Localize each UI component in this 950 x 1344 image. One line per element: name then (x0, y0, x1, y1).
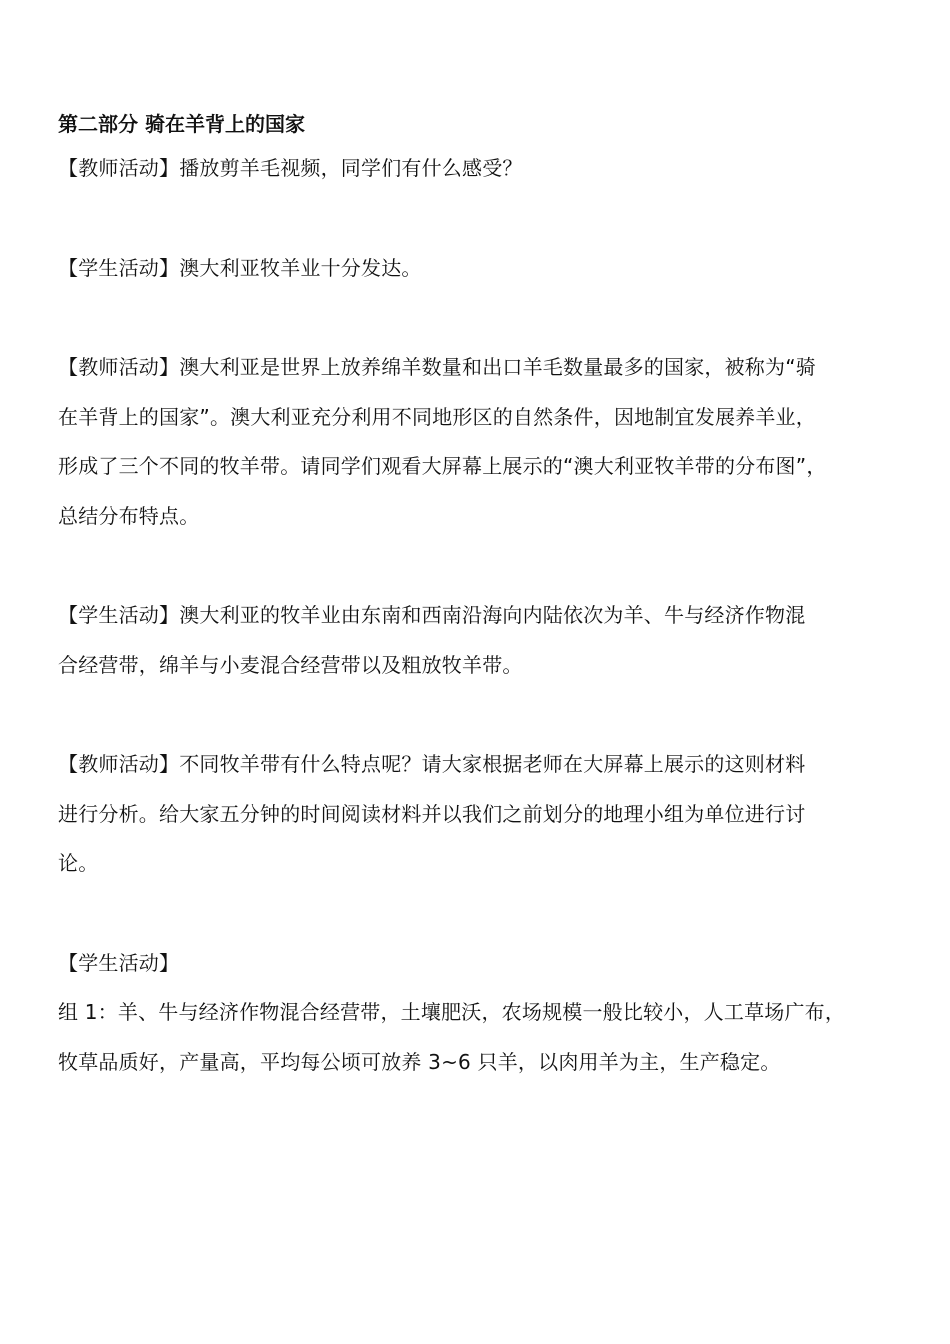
paragraph-student-3 (58, 939, 898, 1088)
text-line: 论。 (58, 851, 99, 875)
text-line: 形成了三个不同的牧羊带。请同学们观看大屏幕上展示的“澳大利亚牧羊带的分布图”， (58, 454, 827, 478)
text-line: 【教师活动】澳大利亚是世界上放养绵羊数量和出口羊毛数量最多的国家，被称为“骑 (58, 355, 816, 379)
text-line: 组 1：羊、牛与经济作物混合经营带，土壤肥沃，农场规模一般比较小，人工草场广布， (58, 1000, 846, 1024)
text-line: 在羊背上的国家”。澳大利亚充分利用不同地形区的自然条件，因地制宜发展养羊业， (58, 404, 816, 429)
paragraph-teacher-2 (58, 343, 898, 541)
paragraph-teacher-3 (58, 740, 898, 889)
text-line: 总结分布特点。 (58, 503, 200, 528)
text-line: 【学生活动】澳大利亚牧羊业十分发达。 (58, 255, 422, 280)
paragraph-student-2 (58, 591, 898, 690)
text-line: 【教师活动】播放剪羊毛视频，同学们有什么感受？ (58, 156, 523, 180)
paragraph-teacher-1 (58, 144, 898, 194)
text-line: 进行分析。给大家五分钟的时间阅读材料并以我们之前划分的地理小组为单位进行讨 (58, 801, 806, 826)
document-body (58, 106, 898, 1087)
section-title: 第二部分 骑在羊背上的国家 (58, 112, 305, 136)
text-line: 【教师活动】不同牧羊带有什么特点呢？请大家根据老师在大屏幕上展示的这则材料 (58, 752, 806, 776)
text-line: 【学生活动】 (58, 950, 180, 975)
text-line: 合经营带，绵羊与小麦混合经营带以及粗放牧羊带。 (58, 652, 523, 677)
paragraph-student-1 (58, 244, 898, 294)
text-line: 【学生活动】澳大利亚的牧羊业由东南和西南沿海向内陆依次为羊、牛与经济作物混 (58, 603, 806, 627)
text-line: 牧草品质好，产量高，平均每公顷可放养 3~6 只羊，以肉用羊为主，生产稳定。 (58, 1049, 781, 1074)
